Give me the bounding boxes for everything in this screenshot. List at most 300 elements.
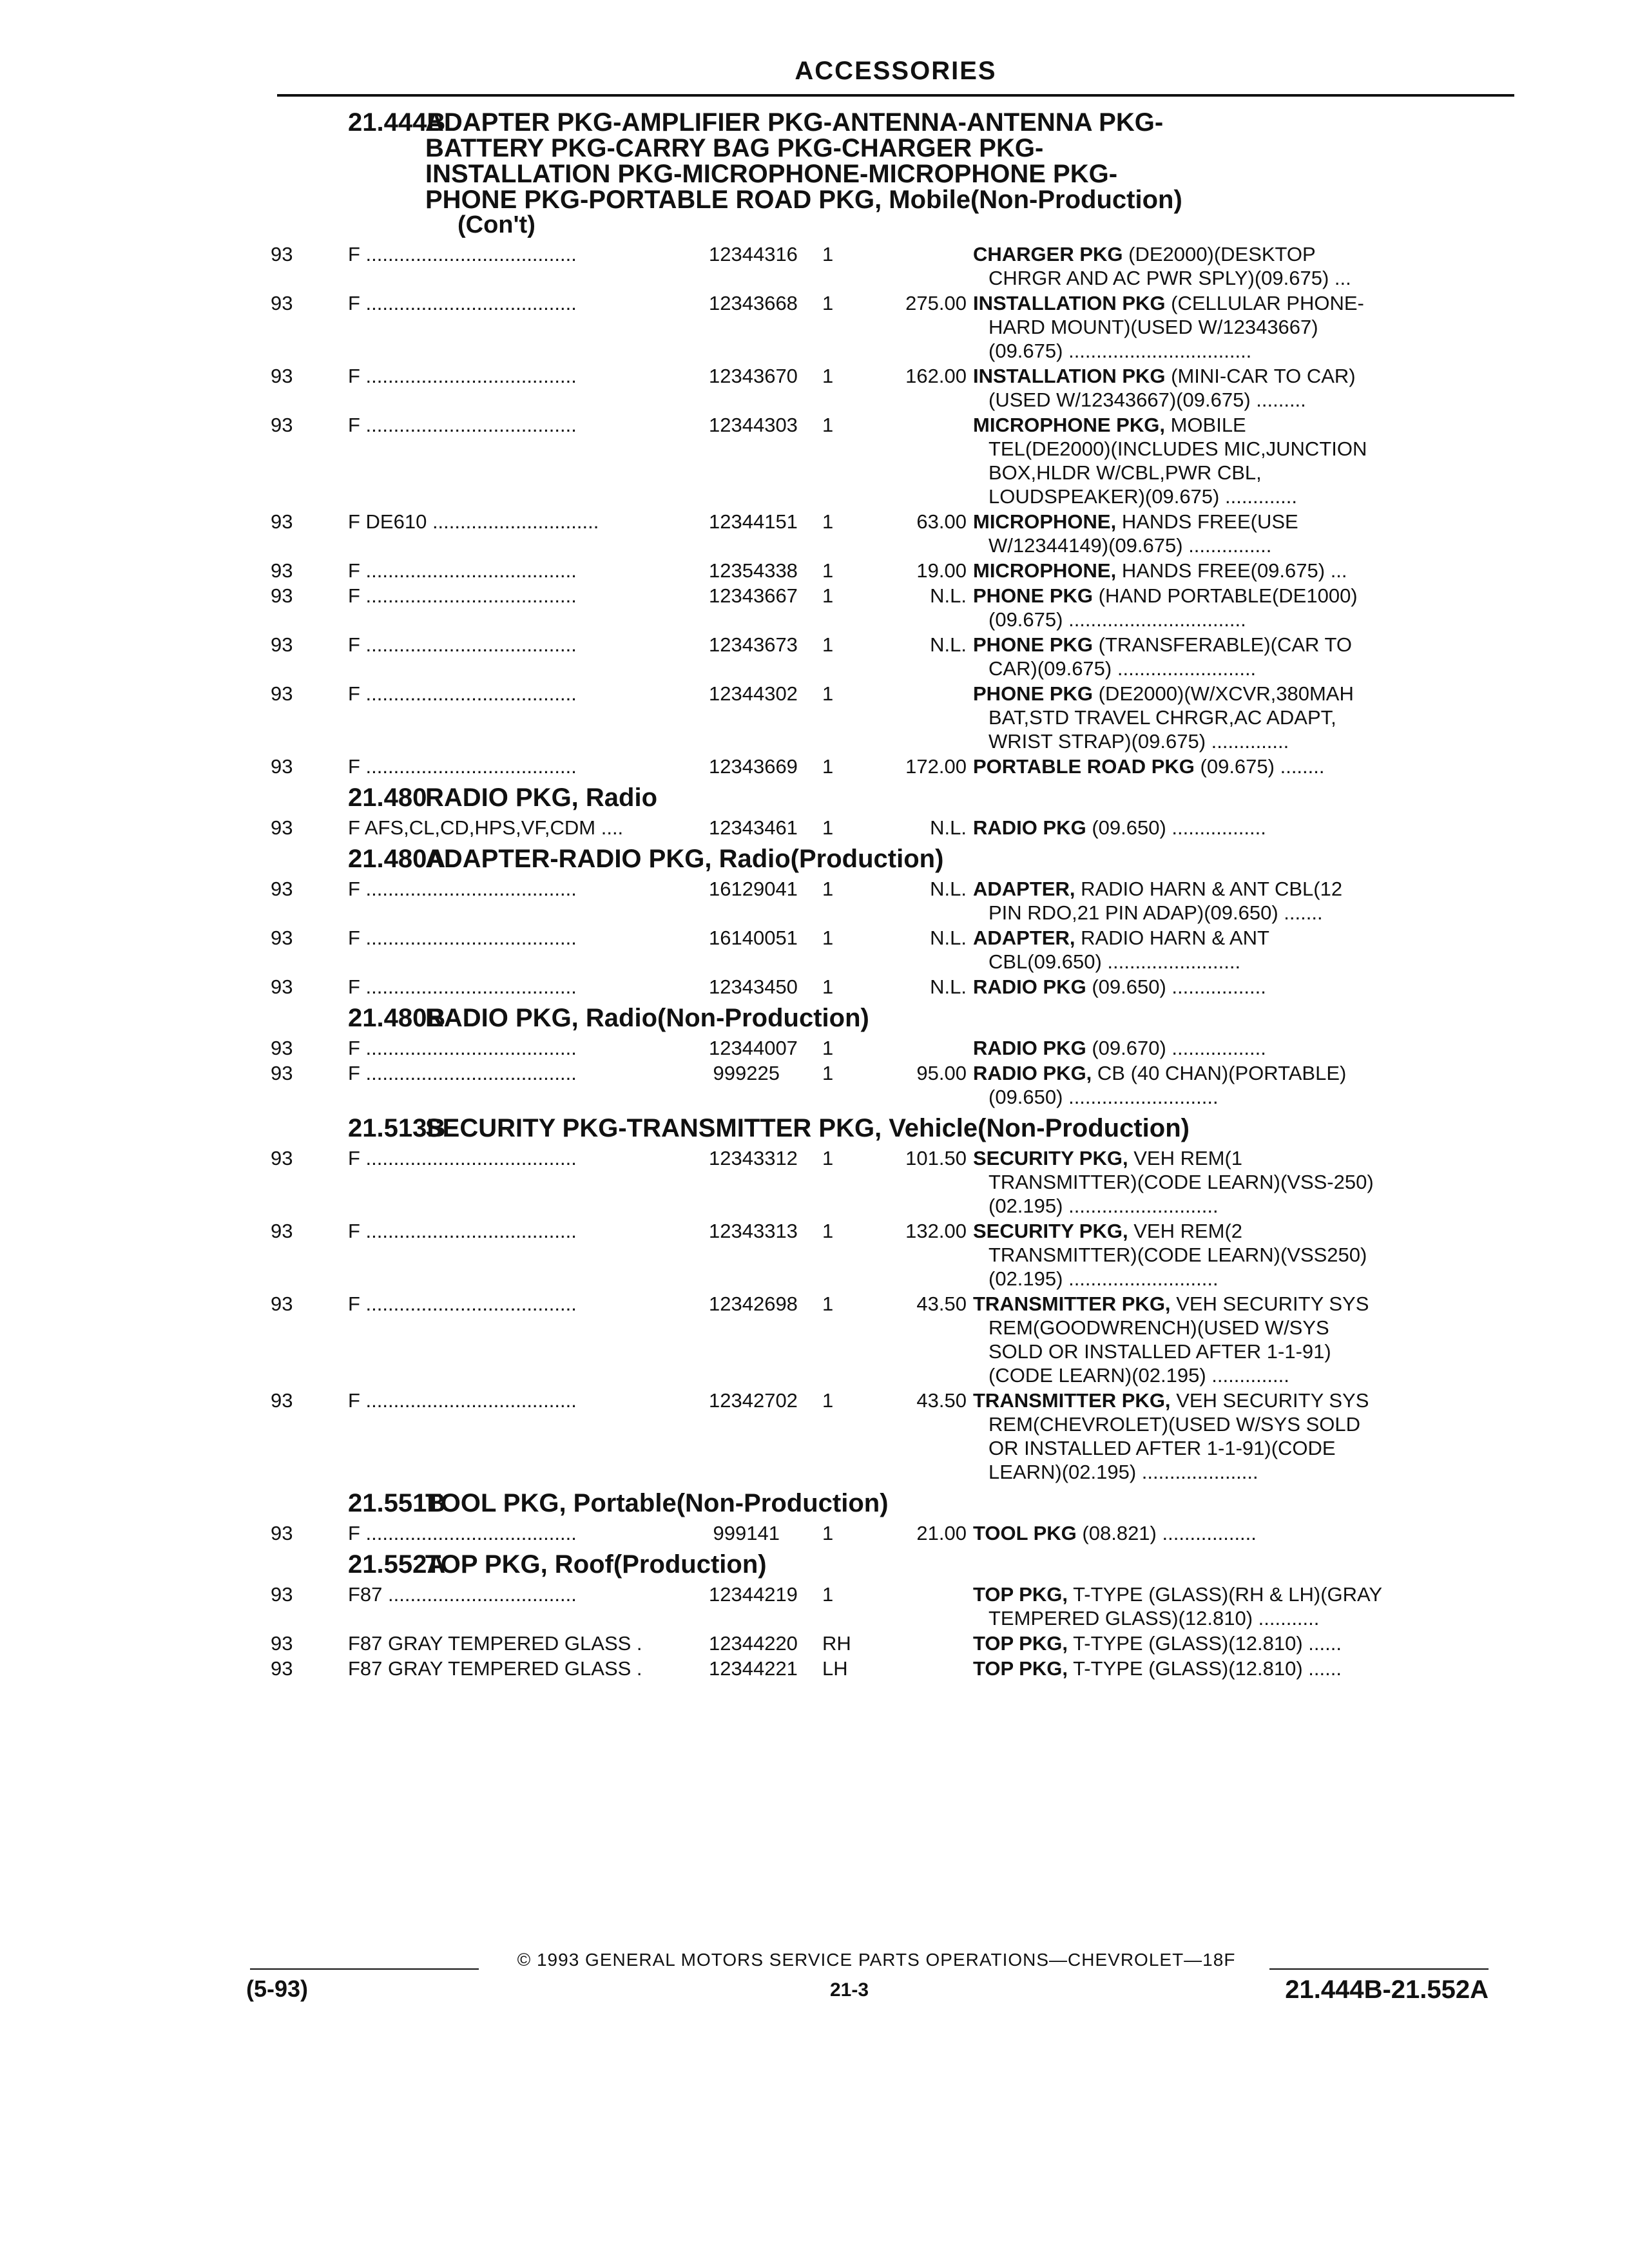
part-name: TOP PKG,: [973, 1632, 1068, 1655]
description-line: [973, 1521, 1463, 1545]
parts-catalog: [264, 103, 1527, 1682]
description-text: (HAND PORTABLE(DE1000): [1098, 584, 1358, 607]
quantity: 1: [822, 559, 834, 582]
group-number: 93: [271, 243, 293, 265]
footnote-code: F ......................................: [348, 559, 577, 582]
footnote-code: F ......................................: [348, 975, 577, 998]
section-heading: [264, 1552, 1527, 1577]
description-text: T-TYPE (GLASS)(12.810) ......: [1073, 1632, 1342, 1655]
section-number: 21.513B: [348, 1114, 446, 1142]
part-row: [264, 1219, 1527, 1291]
section-title: [425, 110, 1527, 237]
footnote-code: F ......................................: [348, 878, 577, 900]
part-name: INSTALLATION PKG: [973, 292, 1166, 314]
part-description: [973, 1657, 1463, 1680]
description-line: WRIST STRAP)(09.675) ..............: [988, 730, 1289, 753]
description-line: BAT,STD TRAVEL CHRGR,AC ADAPT,: [988, 706, 1336, 729]
description-line: (09.675) ................................: [988, 608, 1246, 631]
footnote-code: F ......................................: [348, 1147, 577, 1169]
price: N.L.: [930, 975, 967, 998]
part-description: [973, 975, 1463, 999]
description-text: (09.650) .................: [1092, 975, 1266, 998]
description-line: TRANSMITTER)(CODE LEARN)(VSS-250): [988, 1171, 1374, 1193]
group-number: 93: [271, 975, 293, 998]
footer-rule-right: [1269, 1968, 1489, 1970]
part-name: TOP PKG,: [973, 1583, 1068, 1606]
part-name: MICROPHONE,: [973, 559, 1117, 582]
quantity: 1: [822, 633, 834, 656]
description-line: CBL(09.650) ........................: [988, 950, 1241, 973]
part-name: ADAPTER,: [973, 878, 1075, 900]
section-title: [425, 785, 1527, 811]
footnote-code: F DE610 ..............................: [348, 510, 599, 533]
part-row: [264, 754, 1527, 778]
quantity: 1: [822, 1147, 834, 1169]
part-row: [264, 1292, 1527, 1387]
description-text: MOBILE: [1170, 414, 1246, 436]
price: N.L.: [930, 816, 967, 839]
description-line: HARD MOUNT)(USED W/12343667): [988, 316, 1318, 338]
part-row: [264, 1521, 1527, 1545]
description-line: BOX,HLDR W/CBL,PWR CBL,: [988, 461, 1262, 484]
description-text: RADIO HARN & ANT: [1081, 927, 1269, 949]
description-text: (DE2000)(DESKTOP: [1128, 243, 1316, 265]
footnote-code: F ......................................: [348, 1389, 577, 1412]
section-number: 21.551B: [348, 1489, 446, 1517]
group-number: 93: [271, 927, 293, 949]
description-line: (USED W/12343667)(09.675) .........: [988, 389, 1306, 411]
part-number: 12344007: [709, 1037, 798, 1059]
section-title: [425, 846, 1527, 872]
description-line: [973, 1657, 1463, 1680]
description-text: HANDS FREE(USE: [1121, 510, 1298, 533]
page-header-title: ACCESSORIES: [795, 57, 997, 85]
description-line: TRANSMITTER)(CODE LEARN)(VSS250): [988, 1244, 1367, 1266]
part-description: [973, 1219, 1463, 1291]
part-number: 12343668: [709, 292, 798, 314]
price: 101.50: [905, 1147, 967, 1169]
part-description: [973, 584, 1463, 631]
description-text: VEH REM(1: [1133, 1147, 1243, 1169]
part-number: 999225: [713, 1062, 780, 1084]
description-line: W/12344149)(09.675) ...............: [988, 534, 1272, 557]
part-row: [264, 926, 1527, 974]
quantity: 1: [822, 584, 834, 607]
header-rule: [277, 94, 1514, 97]
price: [889, 1582, 973, 1630]
description-line: [973, 584, 1463, 608]
quantity: LH: [822, 1657, 848, 1680]
description-line: [973, 559, 1463, 582]
footnote-code: F87 GRAY TEMPERED GLASS .: [348, 1657, 642, 1680]
description-text: (MINI-CAR TO CAR): [1171, 365, 1356, 387]
description-line: SOLD OR INSTALLED AFTER 1-1-91): [988, 1340, 1331, 1363]
part-description: [973, 754, 1463, 778]
section-heading: [264, 846, 1527, 872]
quantity: 1: [822, 927, 834, 949]
quantity: 1: [822, 1389, 834, 1412]
part-description: [973, 364, 1463, 412]
quantity: 1: [822, 365, 834, 387]
price: N.L.: [930, 927, 967, 949]
description-text: (DE2000)(W/XCVR,380MAH: [1098, 682, 1354, 705]
part-description: [973, 926, 1463, 974]
section-title-line: RADIO PKG, Radio: [425, 783, 658, 812]
section-heading: [264, 110, 1527, 237]
footnote-code: F ......................................: [348, 1062, 577, 1084]
quantity: 1: [822, 682, 834, 705]
quantity: 1: [822, 510, 834, 533]
section-title-line: ADAPTER PKG-AMPLIFIER PKG-ANTENNA-ANTENNA PKG-: [425, 108, 1164, 137]
quantity: 1: [822, 414, 834, 436]
description-line: LOUDSPEAKER)(09.675) .............: [988, 485, 1297, 508]
section-number: 21.480: [348, 783, 427, 812]
part-row: [264, 559, 1527, 582]
description-line: [973, 364, 1463, 388]
section-title: [425, 1552, 1527, 1577]
price: [889, 682, 973, 753]
part-number: 12343667: [709, 584, 798, 607]
part-description: [973, 682, 1463, 753]
price: 63.00: [916, 510, 967, 533]
price: 19.00: [916, 559, 967, 582]
part-name: MICROPHONE PKG,: [973, 414, 1165, 436]
group-number: 93: [271, 1583, 293, 1606]
part-name: TRANSMITTER PKG,: [973, 1293, 1171, 1315]
part-number: 999141: [713, 1522, 780, 1544]
part-description: [973, 1292, 1463, 1387]
part-number: 12342698: [709, 1293, 798, 1315]
group-number: 93: [271, 1632, 293, 1655]
part-name: PORTABLE ROAD PKG: [973, 755, 1195, 778]
quantity: 1: [822, 1522, 834, 1544]
group-number: 93: [271, 1147, 293, 1169]
part-row: [264, 364, 1527, 412]
quantity: 1: [822, 755, 834, 778]
part-number: 12344220: [709, 1632, 798, 1655]
part-number: 12343461: [709, 816, 798, 839]
part-name: TOOL PKG: [973, 1522, 1077, 1544]
section-heading: [264, 785, 1527, 811]
part-row: [264, 816, 1527, 840]
part-row: [264, 975, 1527, 999]
description-line: [973, 754, 1463, 778]
description-text: T-TYPE (GLASS)(12.810) ......: [1073, 1657, 1342, 1680]
description-text: (09.670) .................: [1092, 1037, 1266, 1059]
price: 95.00: [916, 1062, 967, 1084]
part-name: TRANSMITTER PKG,: [973, 1389, 1171, 1412]
part-number: 12344219: [709, 1583, 798, 1606]
section-title-line: SECURITY PKG-TRANSMITTER PKG, Vehicle(Non-Production): [425, 1114, 1190, 1142]
price: [889, 1036, 973, 1060]
price: N.L.: [930, 633, 967, 656]
part-name: RADIO PKG: [973, 1037, 1086, 1059]
section-title-line: BATTERY PKG-CARRY BAG PKG-CHARGER PKG-: [425, 134, 1044, 162]
part-description: [973, 1582, 1463, 1630]
description-line: [973, 633, 1463, 657]
part-row: [264, 633, 1527, 680]
quantity: 1: [822, 816, 834, 839]
section-title: [425, 1115, 1527, 1141]
part-row: [264, 1061, 1527, 1109]
section-title-line: TOOL PKG, Portable(Non-Production): [425, 1489, 889, 1517]
section-continued: (Con't): [458, 211, 535, 238]
part-number: 12343312: [709, 1147, 798, 1169]
footnote-code: F ......................................: [348, 584, 577, 607]
group-number: 93: [271, 1657, 293, 1680]
footnote-code: F ......................................: [348, 927, 577, 949]
part-number: 16140051: [709, 927, 798, 949]
description-line: [973, 291, 1463, 315]
description-line: (02.195) ...........................: [988, 1195, 1219, 1217]
group-number: 93: [271, 559, 293, 582]
description-line: [973, 1582, 1463, 1606]
description-text: (09.650) .................: [1092, 816, 1266, 839]
price: 172.00: [905, 755, 967, 778]
part-row: [264, 510, 1527, 557]
description-text: (TRANSFERABLE)(CAR TO: [1098, 633, 1352, 656]
part-row: [264, 1631, 1527, 1655]
footnote-code: F ......................................: [348, 682, 577, 705]
description-line: [973, 816, 1463, 840]
footnote-code: F ......................................: [348, 1293, 577, 1315]
part-row: [264, 1657, 1527, 1680]
quantity: 1: [822, 1220, 834, 1242]
part-description: [973, 877, 1463, 925]
part-row: [264, 413, 1527, 508]
part-name: INSTALLATION PKG: [973, 365, 1166, 387]
price: 275.00: [905, 292, 967, 314]
description-line: [973, 682, 1463, 706]
part-name: RADIO PKG: [973, 816, 1086, 839]
description-line: [973, 413, 1463, 437]
footnote-code: F AFS,CL,CD,HPS,VF,CDM ....: [348, 816, 624, 839]
quantity: 1: [822, 1293, 834, 1315]
description-line: CHRGR AND AC PWR SPLY)(09.675) ...: [988, 267, 1351, 289]
description-line: [973, 1061, 1463, 1085]
part-name: SECURITY PKG,: [973, 1220, 1128, 1242]
description-text: (CELLULAR PHONE-: [1171, 292, 1364, 314]
footnote-code: F ......................................: [348, 1522, 577, 1544]
group-number: 93: [271, 414, 293, 436]
part-number: 12344316: [709, 243, 798, 265]
part-description: [973, 1521, 1463, 1545]
section-heading: [264, 1005, 1527, 1031]
price: [889, 242, 973, 290]
part-description: [973, 413, 1463, 508]
part-row: [264, 1389, 1527, 1484]
part-number: 12344302: [709, 682, 798, 705]
part-row: [264, 1146, 1527, 1218]
quantity: 1: [822, 243, 834, 265]
section-number: 21.480B: [348, 1004, 446, 1032]
part-description: [973, 1061, 1463, 1109]
description-line: [973, 926, 1463, 950]
part-number: 12354338: [709, 559, 798, 582]
description-line: TEMPERED GLASS)(12.810) ...........: [988, 1607, 1320, 1629]
footnote-code: F ......................................: [348, 1037, 577, 1059]
part-name: CHARGER PKG: [973, 243, 1123, 265]
part-number: 12343670: [709, 365, 798, 387]
section-title-line: TOP PKG, Roof(Production): [425, 1550, 767, 1579]
group-number: 93: [271, 1220, 293, 1242]
footer-copyright: © 1993 GENERAL MOTORS SERVICE PARTS OPERATIONS—CHEVROLET—18F: [517, 1950, 1236, 1970]
group-number: 93: [271, 584, 293, 607]
group-number: 93: [271, 1293, 293, 1315]
page-number: 21-3: [830, 1979, 869, 2001]
part-name: PHONE PKG: [973, 633, 1094, 656]
part-number: 12344221: [709, 1657, 798, 1680]
description-text: (09.675) ........: [1200, 755, 1325, 778]
section-title-line: ADAPTER-RADIO PKG, Radio(Production): [425, 845, 944, 873]
description-line: [973, 1631, 1463, 1655]
footnote-code: F ......................................: [348, 755, 577, 778]
description-text: VEH SECURITY SYS: [1176, 1389, 1369, 1412]
price: N.L.: [930, 878, 967, 900]
part-name: PHONE PKG: [973, 682, 1094, 705]
group-number: 93: [271, 755, 293, 778]
part-description: [973, 1146, 1463, 1218]
section-number: 21.480A: [348, 845, 446, 873]
description-line: CAR)(09.675) .........................: [988, 657, 1257, 680]
quantity: RH: [822, 1632, 851, 1655]
quantity: 1: [822, 292, 834, 314]
part-name: RADIO PKG,: [973, 1062, 1092, 1084]
part-row: [264, 877, 1527, 925]
section-title-line: RADIO PKG, Radio(Non-Production): [425, 1004, 869, 1032]
group-number: 93: [271, 1062, 293, 1084]
part-description: [973, 291, 1463, 363]
part-description: [973, 510, 1463, 557]
part-number: 12344303: [709, 414, 798, 436]
part-description: [973, 1631, 1463, 1655]
group-number: 93: [271, 292, 293, 314]
section-title: [425, 1490, 1527, 1516]
description-text: CB (40 CHAN)(PORTABLE): [1097, 1062, 1347, 1084]
price: 132.00: [905, 1220, 967, 1242]
description-text: (08.821) .................: [1082, 1522, 1257, 1544]
footer-date: (5-93): [246, 1975, 309, 2002]
group-number: 93: [271, 878, 293, 900]
section-number: 21.444B: [348, 108, 446, 137]
part-name: PHONE PKG: [973, 584, 1094, 607]
description-text: T-TYPE (GLASS)(RH & LH)(GRAY: [1073, 1583, 1383, 1606]
price: 21.00: [916, 1522, 967, 1544]
description-line: LEARN)(02.195) .....................: [988, 1461, 1258, 1483]
part-name: ADAPTER,: [973, 927, 1075, 949]
description-text: RADIO HARN & ANT CBL(12: [1081, 878, 1343, 900]
footnote-code: F ......................................: [348, 414, 577, 436]
part-row: [264, 1036, 1527, 1060]
group-number: 93: [271, 682, 293, 705]
group-number: 93: [271, 633, 293, 656]
description-line: [973, 242, 1463, 266]
group-number: 93: [271, 1389, 293, 1412]
part-number: 12343673: [709, 633, 798, 656]
part-description: [973, 816, 1463, 840]
part-description: [973, 1389, 1463, 1484]
footer-rule-left: [250, 1968, 479, 1970]
section-number: 21.552A: [348, 1550, 446, 1579]
price: [889, 413, 973, 508]
price: 43.50: [916, 1293, 967, 1315]
part-number: 12344151: [709, 510, 798, 533]
quantity: 1: [822, 975, 834, 998]
footnote-code: F ......................................: [348, 365, 577, 387]
description-line: [973, 1292, 1463, 1316]
part-description: [973, 242, 1463, 290]
footnote-code: F ......................................: [348, 243, 577, 265]
price: N.L.: [930, 584, 967, 607]
group-number: 93: [271, 365, 293, 387]
part-number: 12342702: [709, 1389, 798, 1412]
part-name: SECURITY PKG,: [973, 1147, 1128, 1169]
price: 43.50: [916, 1389, 967, 1412]
section-title-line: PHONE PKG-PORTABLE ROAD PKG, Mobile(Non-Production): [425, 186, 1182, 214]
group-number: 93: [271, 816, 293, 839]
part-row: [264, 291, 1527, 363]
part-number: 12343450: [709, 975, 798, 998]
description-text: VEH REM(2: [1133, 1220, 1243, 1242]
group-number: 93: [271, 510, 293, 533]
description-line: (CODE LEARN)(02.195) ..............: [988, 1364, 1289, 1387]
part-description: [973, 559, 1463, 582]
section-title: [425, 1005, 1527, 1031]
description-line: [973, 1146, 1463, 1170]
part-row: [264, 242, 1527, 290]
group-number: 93: [271, 1522, 293, 1544]
group-number: 93: [271, 1037, 293, 1059]
part-name: TOP PKG,: [973, 1657, 1068, 1680]
footnote-code: F ......................................: [348, 633, 577, 656]
part-description: [973, 1036, 1463, 1060]
description-line: TEL(DE2000)(INCLUDES MIC,JUNCTION: [988, 437, 1367, 460]
quantity: 1: [822, 1062, 834, 1084]
part-row: [264, 1582, 1527, 1630]
part-name: RADIO PKG: [973, 975, 1086, 998]
description-line: (09.650) ...........................: [988, 1086, 1219, 1108]
description-text: HANDS FREE(09.675) ...: [1121, 559, 1347, 582]
section-title-line: INSTALLATION PKG-MICROPHONE-MICROPHONE PKG-: [425, 160, 1118, 188]
footer-section-range: 21.444B-21.552A: [1285, 1975, 1489, 2004]
description-line: (02.195) ...........................: [988, 1267, 1219, 1290]
description-line: PIN RDO,21 PIN ADAP)(09.650) .......: [988, 901, 1323, 924]
description-line: [973, 877, 1463, 901]
quantity: 1: [822, 878, 834, 900]
part-description: [973, 633, 1463, 680]
part-name: MICROPHONE,: [973, 510, 1117, 533]
quantity: 1: [822, 1037, 834, 1059]
description-line: [973, 1219, 1463, 1243]
footnote-code: F ......................................: [348, 292, 577, 314]
price: [889, 1631, 973, 1655]
part-number: 16129041: [709, 878, 798, 900]
footnote-code: F87 GRAY TEMPERED GLASS .: [348, 1632, 642, 1655]
footnote-code: F ......................................: [348, 1220, 577, 1242]
part-number: 12343313: [709, 1220, 798, 1242]
part-row: [264, 682, 1527, 753]
section-heading: [264, 1115, 1527, 1141]
description-line: [973, 1036, 1463, 1060]
section-heading: [264, 1490, 1527, 1516]
part-row: [264, 584, 1527, 631]
description-line: [973, 975, 1463, 999]
price: 162.00: [905, 365, 967, 387]
description-line: REM(GOODWRENCH)(USED W/SYS: [988, 1316, 1329, 1339]
description-line: (09.675) .................................: [988, 340, 1252, 362]
description-line: [973, 1389, 1463, 1412]
price: [889, 1657, 973, 1680]
